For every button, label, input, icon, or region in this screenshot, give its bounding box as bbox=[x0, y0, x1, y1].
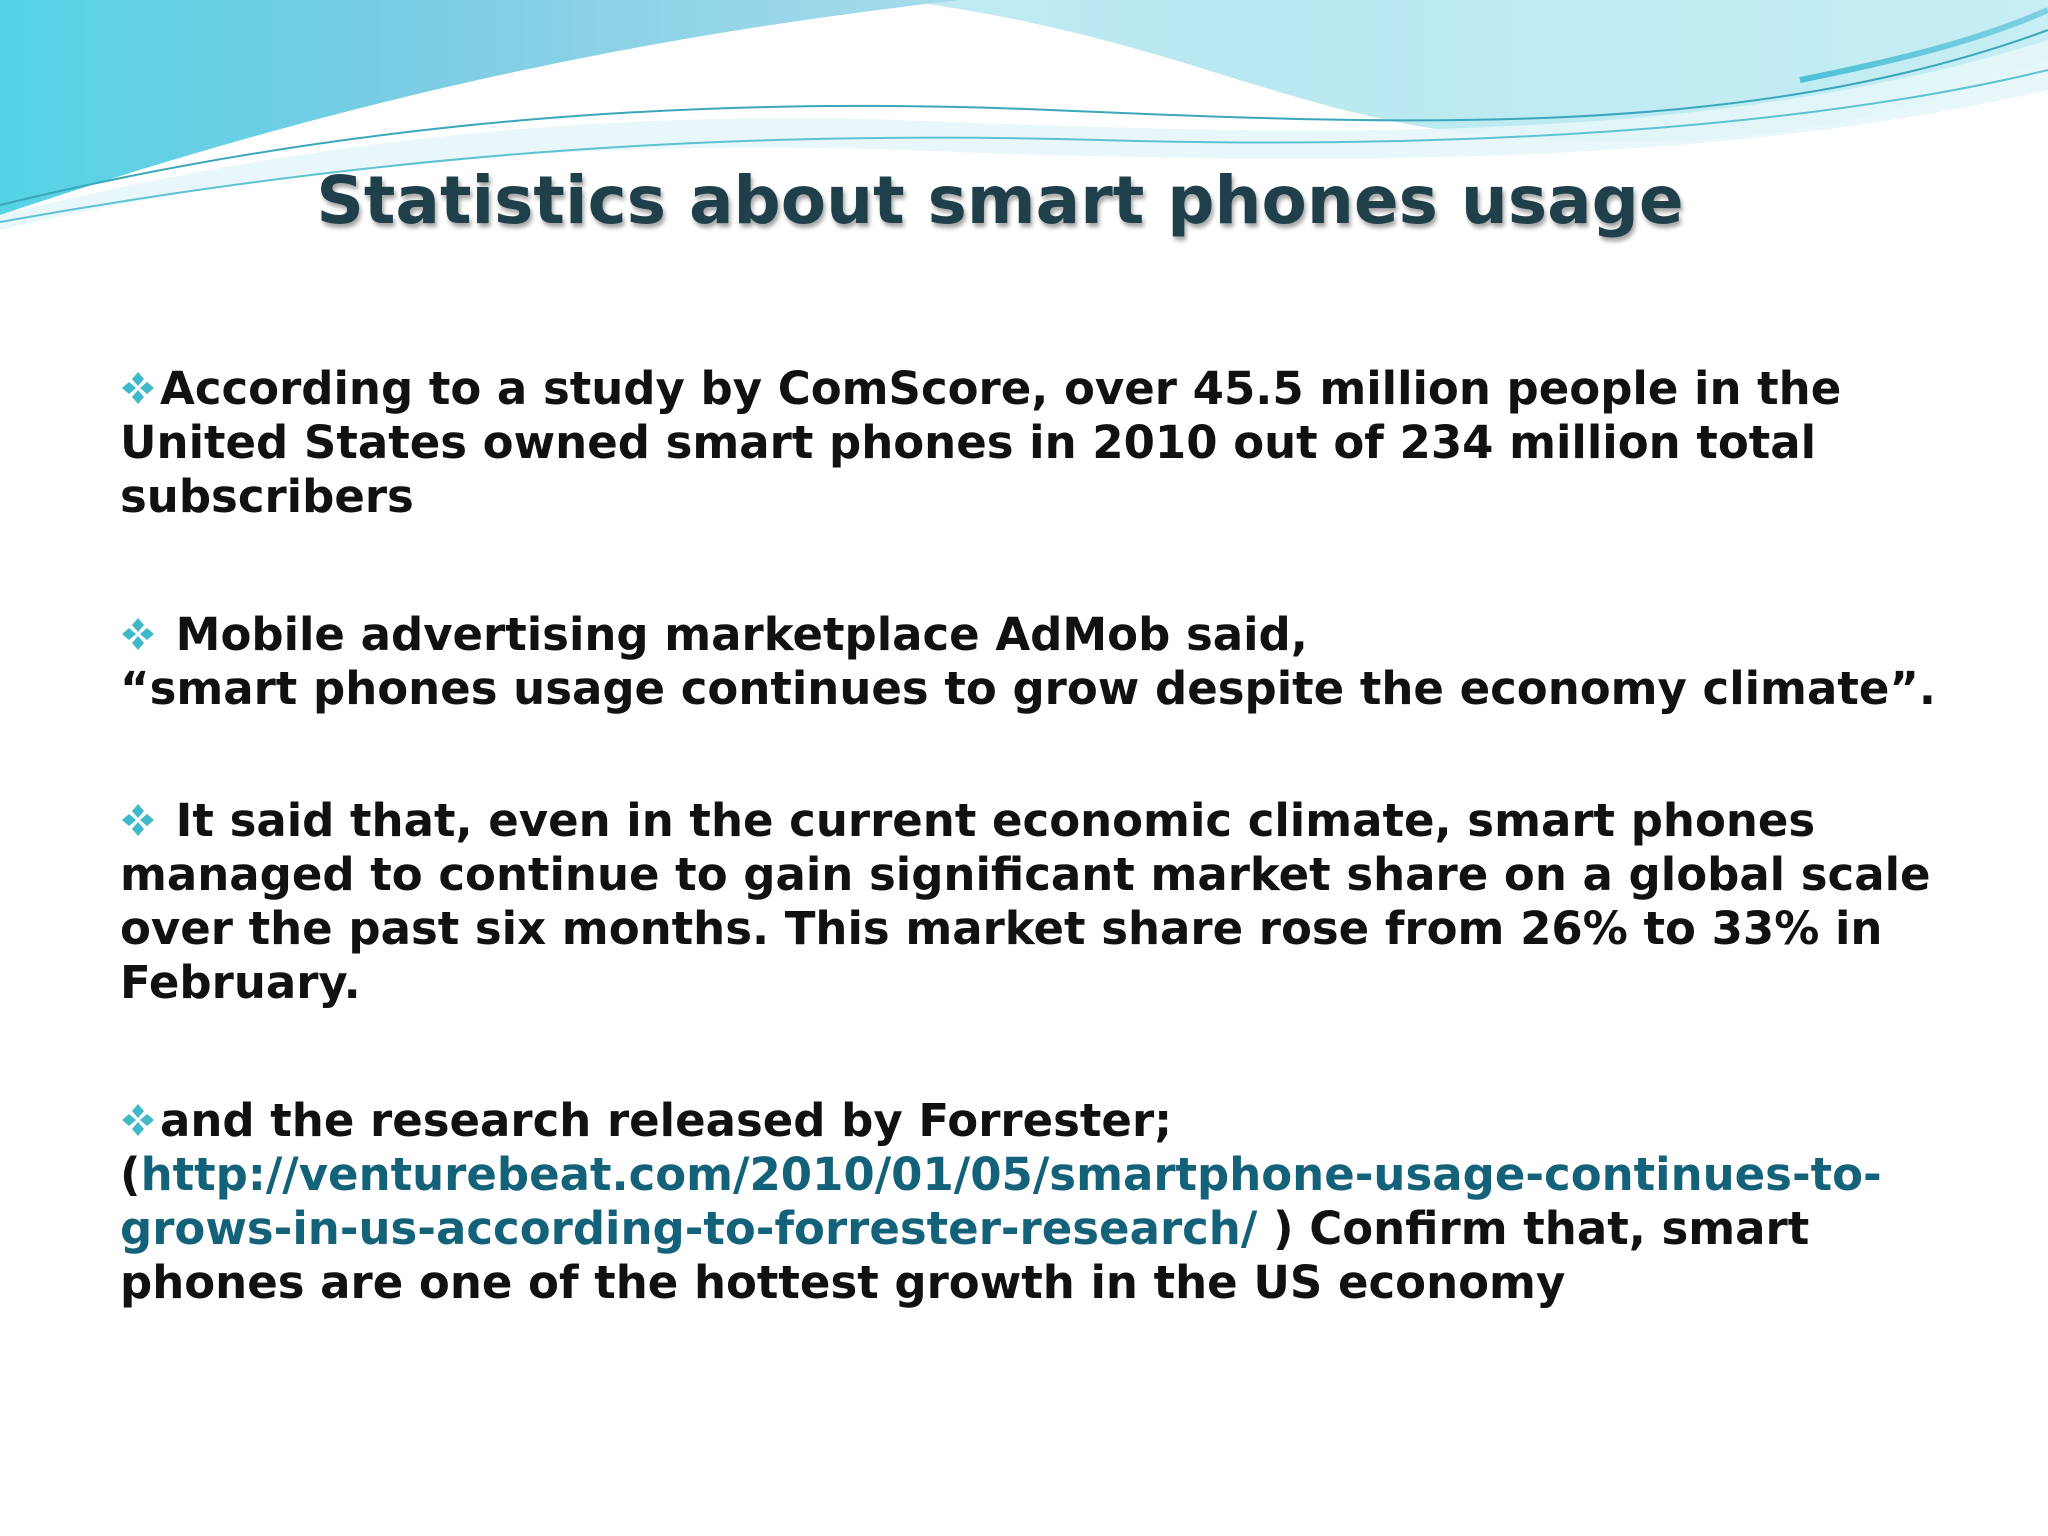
bullet-item-market-share bbox=[120, 794, 1931, 1010]
bullet-item-comscore bbox=[120, 362, 1840, 524]
four-diamond-bullet-icon bbox=[120, 1102, 156, 1138]
bullet-line bbox=[120, 362, 1840, 416]
venturebeat-link-continued[interactable]: grows-in-us-according-to-forrester-research/ bbox=[120, 1202, 1258, 1255]
bullet-line: over the past six months. This market share rose from 26% to 33% in bbox=[120, 902, 1883, 955]
four-diamond-bullet-icon bbox=[120, 370, 156, 406]
bullet-line: subscribers bbox=[120, 470, 414, 523]
bullet-line bbox=[120, 608, 1840, 662]
bullet-line: United States owned smart phones in 2010 out of 234 million total bbox=[120, 416, 1817, 469]
paren-open: ( bbox=[120, 1148, 141, 1201]
bullet-line bbox=[120, 794, 1840, 848]
bullet-text: ) Confirm that, smart bbox=[1257, 1202, 1810, 1255]
bullet-line: phones are one of the hottest growth in the US economy bbox=[120, 1256, 1566, 1309]
bullet-text: Mobile advertising marketplace AdMob said, bbox=[160, 608, 1308, 661]
four-diamond-bullet-icon bbox=[120, 802, 156, 838]
bullet-line: “smart phones usage continues to grow despite the economy climate”. bbox=[120, 662, 1937, 715]
bullet-line bbox=[120, 1094, 1840, 1148]
bullet-item-forrester bbox=[120, 1094, 1882, 1310]
bullet-line: February. bbox=[120, 956, 361, 1009]
venturebeat-link[interactable]: http://venturebeat.com/2010/01/05/smartphone-usage-continues-to- bbox=[140, 1148, 1882, 1201]
bullet-text: and the research released by Forrester; bbox=[160, 1094, 1173, 1147]
bullet-line bbox=[120, 1148, 1882, 1202]
bullet-line: managed to continue to gain significant market share on a global scale bbox=[120, 848, 1931, 901]
four-diamond-bullet-icon bbox=[120, 616, 156, 652]
bullet-item-admob bbox=[120, 608, 1937, 716]
bullet-list bbox=[120, 362, 1937, 1310]
bullet-text: It said that, even in the current economic climate, smart phones bbox=[160, 794, 1816, 847]
bullet-text: According to a study by ComScore, over 45.5 million people in the bbox=[160, 362, 1842, 415]
slide-title: Statistics about smart phones usage bbox=[316, 162, 1684, 239]
bullet-line bbox=[120, 1202, 1840, 1256]
